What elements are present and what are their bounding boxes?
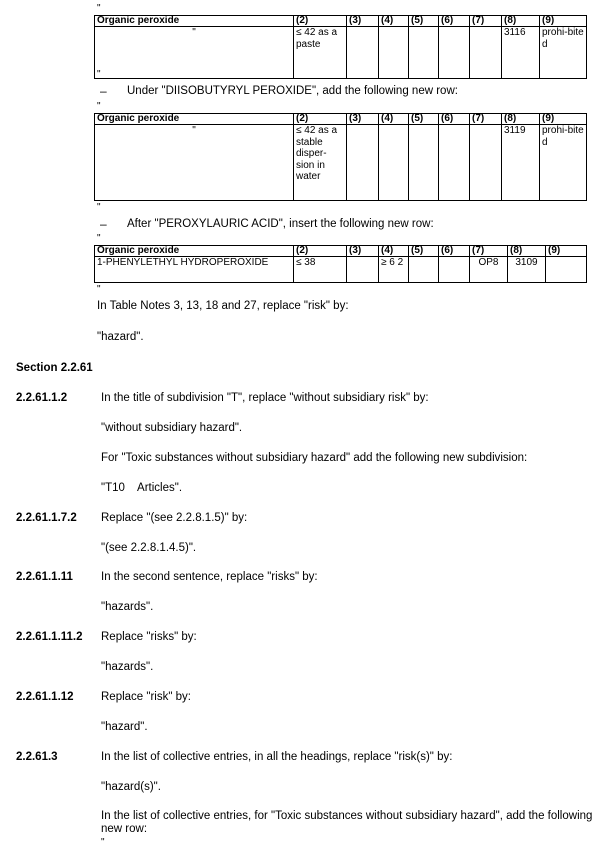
amendment-text: Replace "(see 2.2.8.1.5)" by: <box>101 512 248 524</box>
header-cell: (3) <box>347 16 379 27</box>
header-cell: (3) <box>347 246 379 257</box>
table-row <box>95 125 587 201</box>
paragraph-number: 2.2.61.3 <box>16 751 58 763</box>
header-cell: (8) <box>502 114 540 125</box>
cell: prohi-bited <box>540 27 587 79</box>
replacement-value: "hazard". <box>97 331 144 343</box>
cell <box>439 257 470 283</box>
cell: ≤ 42 as a paste <box>294 27 347 79</box>
replacement-value: "hazard". <box>101 721 148 733</box>
cell: ≤ 38 <box>294 257 347 283</box>
cell: 3109 <box>508 257 546 283</box>
paragraph-number: 2.2.61.1.7.2 <box>16 512 77 524</box>
header-cell: Organic peroxide <box>95 114 294 125</box>
quote-mark: " <box>97 69 101 80</box>
header-cell: (6) <box>439 246 470 257</box>
header-cell: (7) <box>470 114 502 125</box>
paragraph-number: 2.2.61.1.11 <box>16 571 73 583</box>
header-cell: (5) <box>409 16 439 27</box>
cell <box>347 125 379 201</box>
amendment-text: In the second sentence, replace "risks" by: <box>101 571 318 583</box>
header-cell: (2) <box>294 114 347 125</box>
instruction-text: Under "DIISOBUTYRYL PEROXIDE", add the following new row: <box>127 85 458 97</box>
replacement-value: "T10 Articles". <box>101 482 183 494</box>
instruction-text: After "PEROXYLAURIC ACID", insert the following new row: <box>127 218 434 230</box>
table-row <box>95 257 587 283</box>
header-cell: Organic peroxide <box>95 16 294 27</box>
cell <box>379 125 409 201</box>
dash-bullet: – <box>100 217 107 231</box>
cell <box>347 27 379 79</box>
cell: OP8 <box>470 257 508 283</box>
header-cell: (5) <box>409 114 439 125</box>
cell: ≥ 6 2 <box>379 257 409 283</box>
header-cell: (8) <box>508 246 546 257</box>
paragraph-number: 2.2.61.1.12 <box>16 691 74 703</box>
quote-mark: " <box>97 233 101 244</box>
quote-mark: " <box>97 3 101 14</box>
quote-mark: " <box>97 202 101 213</box>
cell: " <box>95 27 294 79</box>
header-cell: (6) <box>439 114 470 125</box>
header-cell: (3) <box>347 114 379 125</box>
header-cell: (6) <box>439 16 470 27</box>
cell: ≤ 42 as a stable disper-sion in water <box>294 125 347 201</box>
table-3 <box>94 245 587 283</box>
table-2 <box>94 113 587 201</box>
cell <box>409 125 439 201</box>
section-heading: Section 2.2.61 <box>16 362 93 374</box>
header-cell: (7) <box>470 246 508 257</box>
header-cell: (9) <box>540 114 587 125</box>
amendment-text: Replace "risks" by: <box>101 631 197 643</box>
table-1 <box>94 15 587 79</box>
header-cell: (4) <box>379 16 409 27</box>
quote-mark: " <box>97 284 101 295</box>
table-header-row <box>95 16 587 27</box>
header-cell: Organic peroxide <box>95 246 294 257</box>
cell <box>409 27 439 79</box>
amendment-text: In the list of collective entries, in all the headings, replace "risk(s)" by: <box>101 751 453 763</box>
quote-mark: " <box>101 837 105 848</box>
table-notes-instruction: In Table Notes 3, 13, 18 and 27, replace "risk" by: <box>97 300 349 312</box>
paragraph-number: 2.2.61.1.11.2 <box>16 631 83 643</box>
cell <box>439 125 470 201</box>
header-cell: (4) <box>379 114 409 125</box>
replacement-value: "hazards". <box>101 661 154 673</box>
amendment-text: In the list of collective entries, for "Toxic substances without subsidiary hazard", add the following new row: <box>101 810 593 835</box>
cell: 3116 <box>502 27 540 79</box>
cell <box>439 27 470 79</box>
header-cell: (9) <box>540 16 587 27</box>
cell <box>470 27 502 79</box>
amendment-text: For "Toxic substances without subsidiary hazard" add the following new subdivision: <box>101 452 528 464</box>
replacement-value: "hazard(s)". <box>101 781 161 793</box>
cell: 1-PHENYLETHYL HYDROPEROXIDE <box>95 257 294 283</box>
header-cell: (2) <box>294 246 347 257</box>
replacement-value: "hazards". <box>101 601 154 613</box>
table-header-row <box>95 114 587 125</box>
table-row <box>95 27 587 79</box>
replacement-value: "without subsidiary hazard". <box>101 422 243 434</box>
amendment-text: Replace "risk" by: <box>101 691 191 703</box>
header-cell: (8) <box>502 16 540 27</box>
replacement-value: "(see 2.2.8.1.4.5)". <box>101 542 197 554</box>
cell <box>347 257 379 283</box>
header-cell: (5) <box>409 246 439 257</box>
amendment-text: In the title of subdivision "T", replace "without subsidiary risk" by: <box>101 392 429 404</box>
cell: prohi-bited <box>540 125 587 201</box>
quote-mark: " <box>97 101 101 112</box>
paragraph-number: 2.2.61.1.2 <box>16 392 68 404</box>
cell <box>470 125 502 201</box>
header-cell: (9) <box>546 246 587 257</box>
cell: " <box>95 125 294 201</box>
cell: 3119 <box>502 125 540 201</box>
dash-bullet: – <box>100 84 107 98</box>
cell <box>379 27 409 79</box>
cell <box>409 257 439 283</box>
header-cell: (4) <box>379 246 409 257</box>
header-cell: (7) <box>470 16 502 27</box>
header-cell: (2) <box>294 16 347 27</box>
cell <box>546 257 587 283</box>
table-header-row <box>95 246 587 257</box>
